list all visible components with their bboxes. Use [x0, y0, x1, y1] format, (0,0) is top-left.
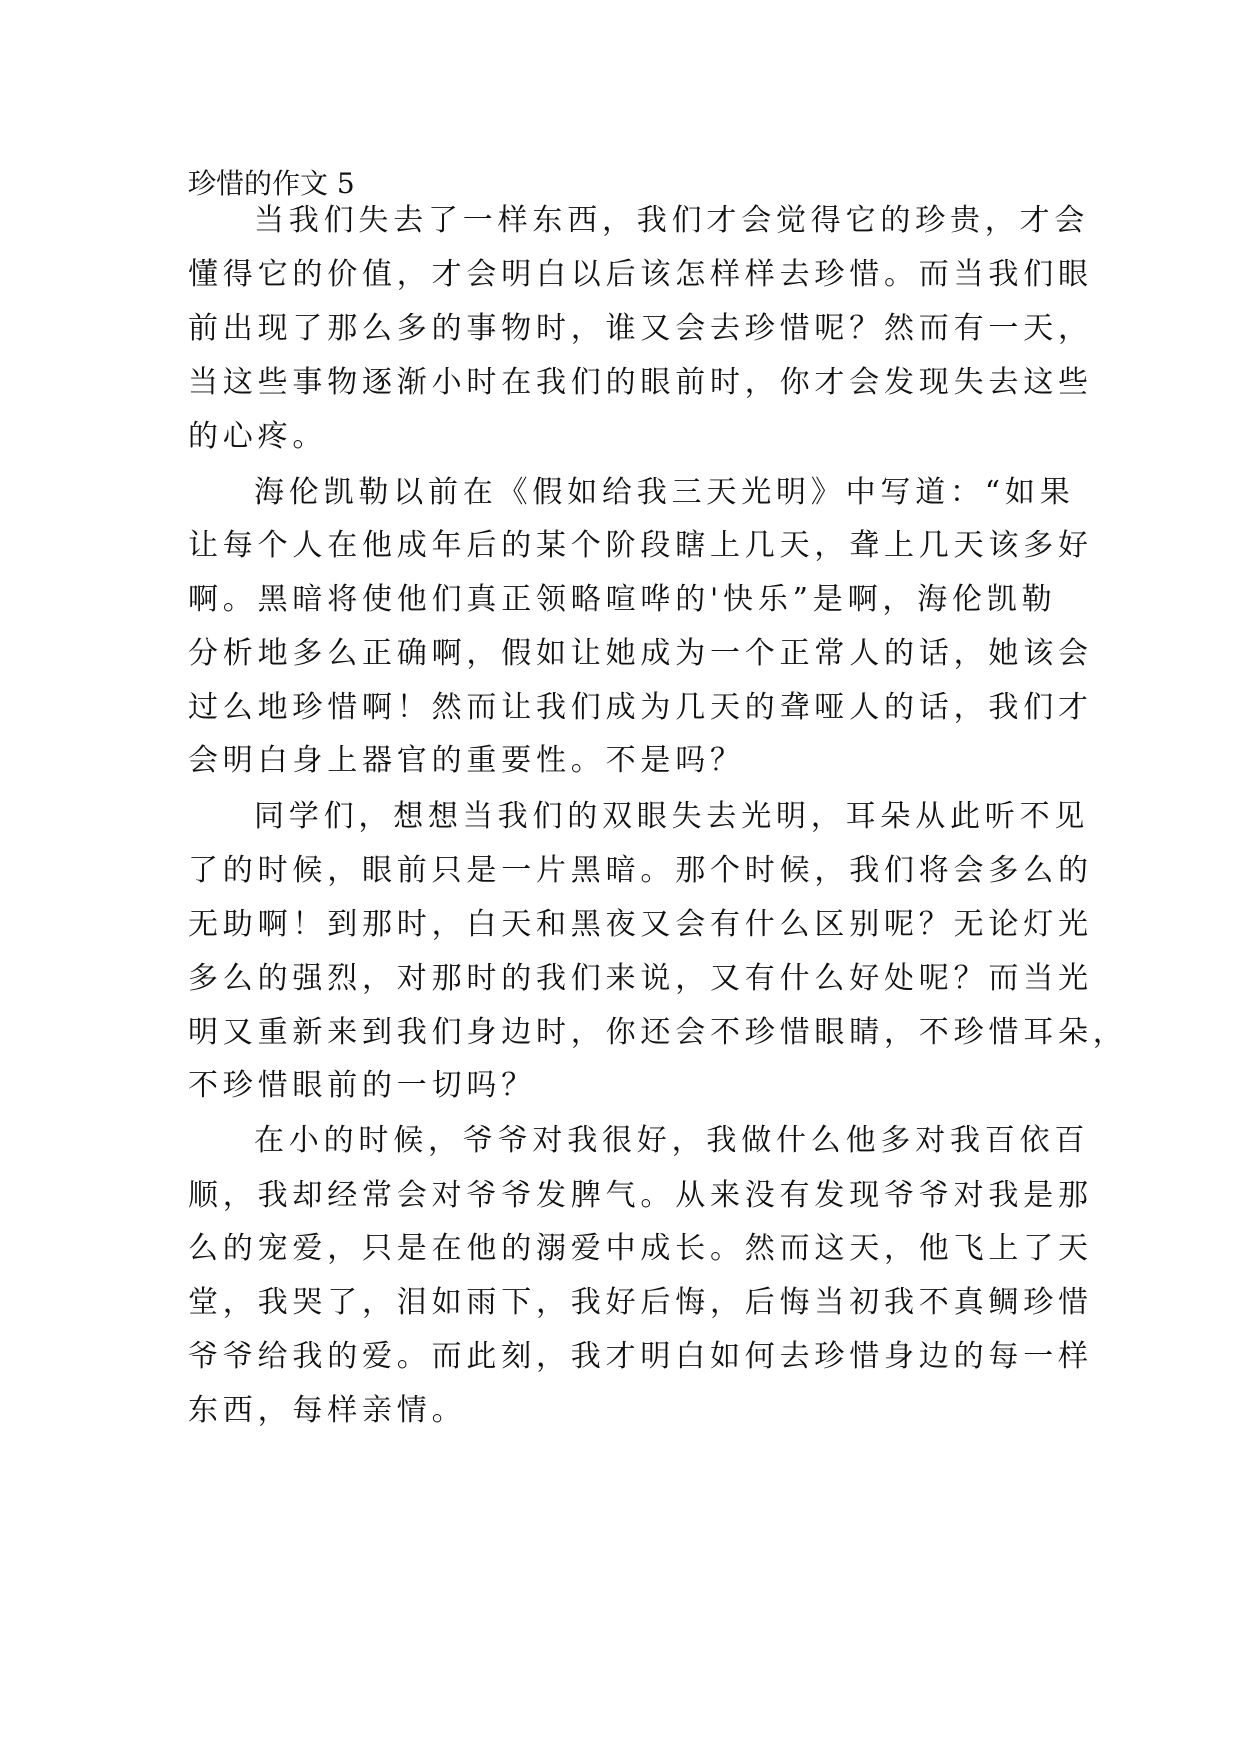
paragraph-4-line-1: 在小的时候，爷爷对我很好，我做什么他多对我百依百	[254, 1123, 1090, 1158]
paragraph-1-line-5: 的心疼。	[188, 419, 328, 454]
paragraph-1-line-4: 当这些事物逐渐小时在我们的眼前时，你才会发现失去这些	[188, 365, 1093, 400]
paragraph-3-line-4: 多么的强烈，对那时的我们来说，又有什么好处呢？而当光	[188, 961, 1093, 996]
paragraph-2-line-2: 让每个人在他成年后的某个阶段瞎上几天，聋上几天该多好	[188, 528, 1093, 563]
paragraph-4-line-2: 顺，我却经常会对爷爷发脾气。从来没有发现爷爷对我是那	[188, 1178, 1093, 1213]
paragraph-2-line-5: 过么地珍惜啊！然而让我们成为几天的聋哑人的话，我们才	[188, 690, 1093, 725]
paragraph-1-line-3: 前出现了那么多的事物时，谁又会去珍惜呢？然而有一天，	[188, 311, 1093, 346]
paragraph-2-line-6: 会明白身上器官的重要性。不是吗？	[188, 743, 745, 778]
paragraph-3-line-6: 不珍惜眼前的一切吗？	[188, 1068, 536, 1103]
paragraph-2-line-3: 啊。黑暗将使他们真正领略喧哗的'快乐”是啊，海伦凯勒	[188, 582, 1057, 617]
paragraph-3-line-1: 同学们，想想当我们的双眼失去光明，耳朵从此听不见	[254, 799, 1090, 834]
paragraph-3-line-2: 了的时候，眼前只是一片黑暗。那个时候，我们将会多么的	[188, 853, 1093, 888]
paragraph-1-line-1: 当我们失去了一样东西，我们才会觉得它的珍贵，才会	[254, 203, 1090, 238]
paragraph-3-line-5: 明又重新来到我们身边时，你还会不珍惜眼睛，不珍惜耳朵，	[188, 1015, 1128, 1050]
document-title: 珍惜的作文 5	[188, 167, 355, 200]
paragraph-3-line-3: 无助啊！到那时，白天和黑夜又会有什么区别呢？无论灯光	[188, 907, 1093, 942]
paragraph-2-line-4: 分析地多么正确啊，假如让她成为一个正常人的话，她该会	[188, 636, 1093, 671]
paragraph-1-line-2: 懂得它的价值，才会明白以后该怎样样去珍惜。而当我们眼	[188, 257, 1093, 292]
paragraph-4-line-4: 堂，我哭了，泪如雨下，我好后悔，后悔当初我不真鲷珍惜	[188, 1285, 1093, 1320]
paragraph-4-line-3: 么的宠爱，只是在他的溺爱中成长。然而这天，他飞上了天	[188, 1231, 1093, 1266]
paragraph-4-line-6: 东西，每样亲情。	[188, 1393, 467, 1428]
paragraph-4-line-5: 爷爷给我的爱。而此刻，我才明白如何去珍惜身边的每一样	[188, 1339, 1093, 1374]
paragraph-2-line-1: 海伦凯勒以前在《假如给我三天光明》中写道：“如果	[254, 475, 1075, 510]
